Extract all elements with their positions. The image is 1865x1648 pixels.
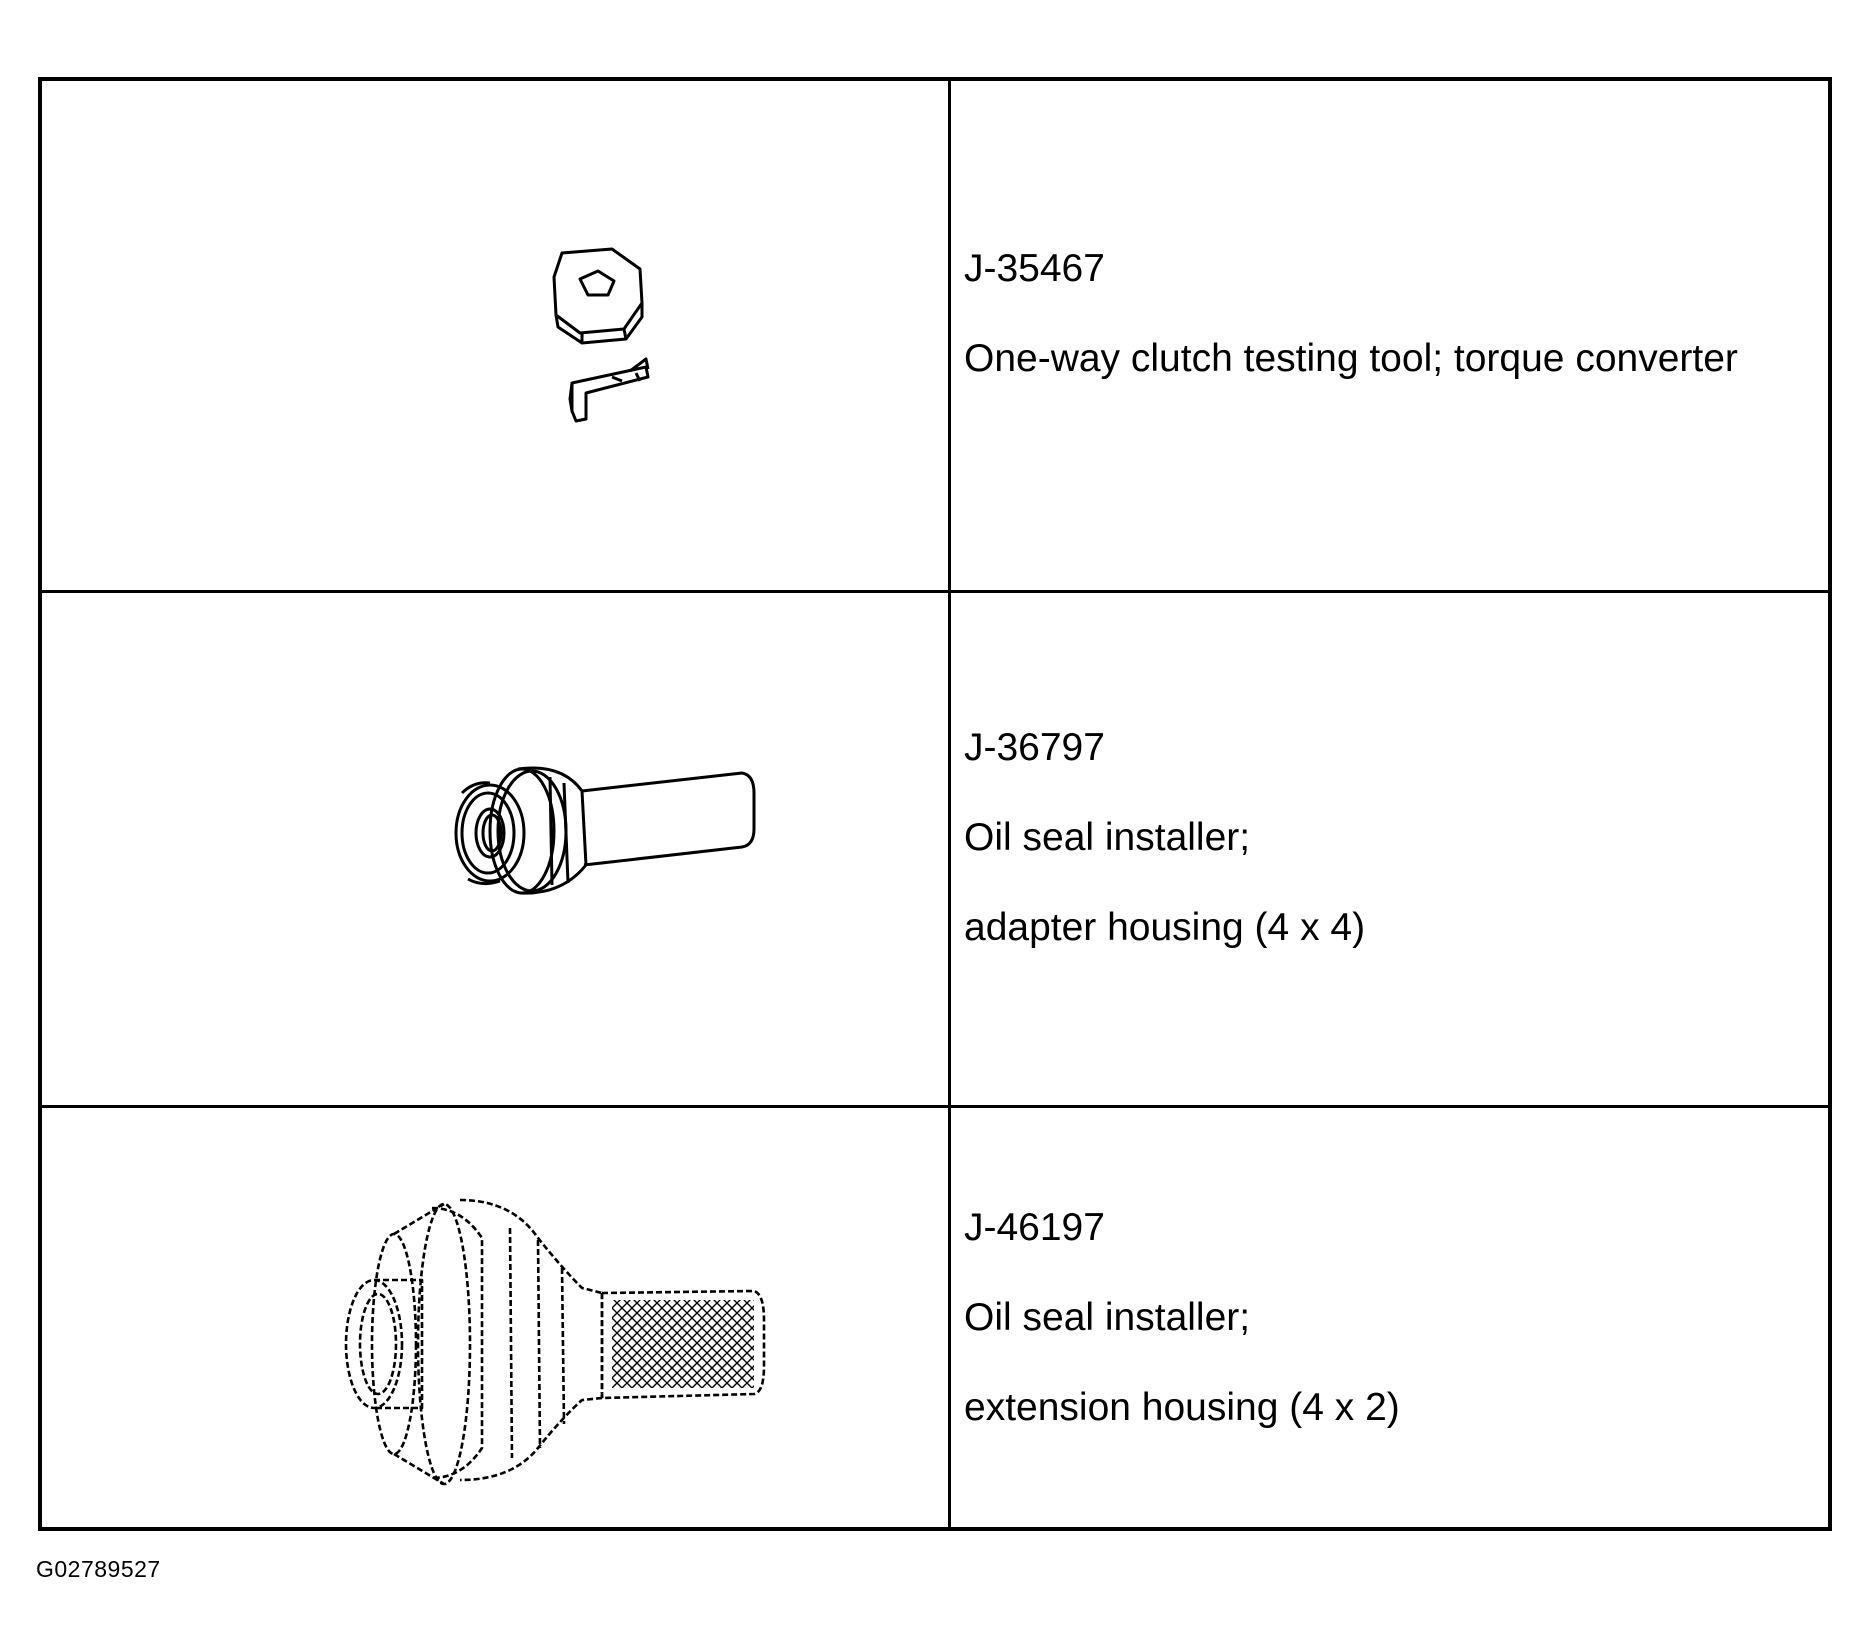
oil-seal-installer-adapter-icon [42, 593, 948, 1108]
table-row [42, 593, 1828, 1108]
tool-description-line: One-way clutch testing tool; torque converter [964, 337, 1738, 380]
tool-illustration-cell [42, 81, 948, 593]
table-row [42, 1108, 1828, 1527]
hex-nut-and-key-icon [42, 81, 948, 593]
figure-id: G02789527 [36, 1556, 161, 1582]
part-number: J-35467 [964, 247, 1105, 290]
tool-description-line: Oil seal installer; [964, 816, 1251, 859]
tool-description-line: Oil seal installer; [964, 1296, 1251, 1339]
tool-description-cell [964, 224, 1814, 404]
part-number: J-46197 [964, 1206, 1105, 1249]
tool-description-line: adapter housing (4 x 4) [964, 906, 1366, 949]
tool-description-cell [964, 703, 1814, 973]
tool-description-line: extension housing (4 x 2) [964, 1386, 1400, 1429]
tool-illustration-cell [42, 1108, 948, 1527]
tool-description-cell [964, 1183, 1814, 1453]
tool-illustration-cell [42, 593, 948, 1108]
part-number: J-36797 [964, 726, 1105, 769]
special-tools-table [38, 77, 1832, 1531]
table-row [42, 81, 1828, 593]
oil-seal-installer-extension-icon [42, 1108, 948, 1527]
column-divider [948, 81, 951, 1527]
